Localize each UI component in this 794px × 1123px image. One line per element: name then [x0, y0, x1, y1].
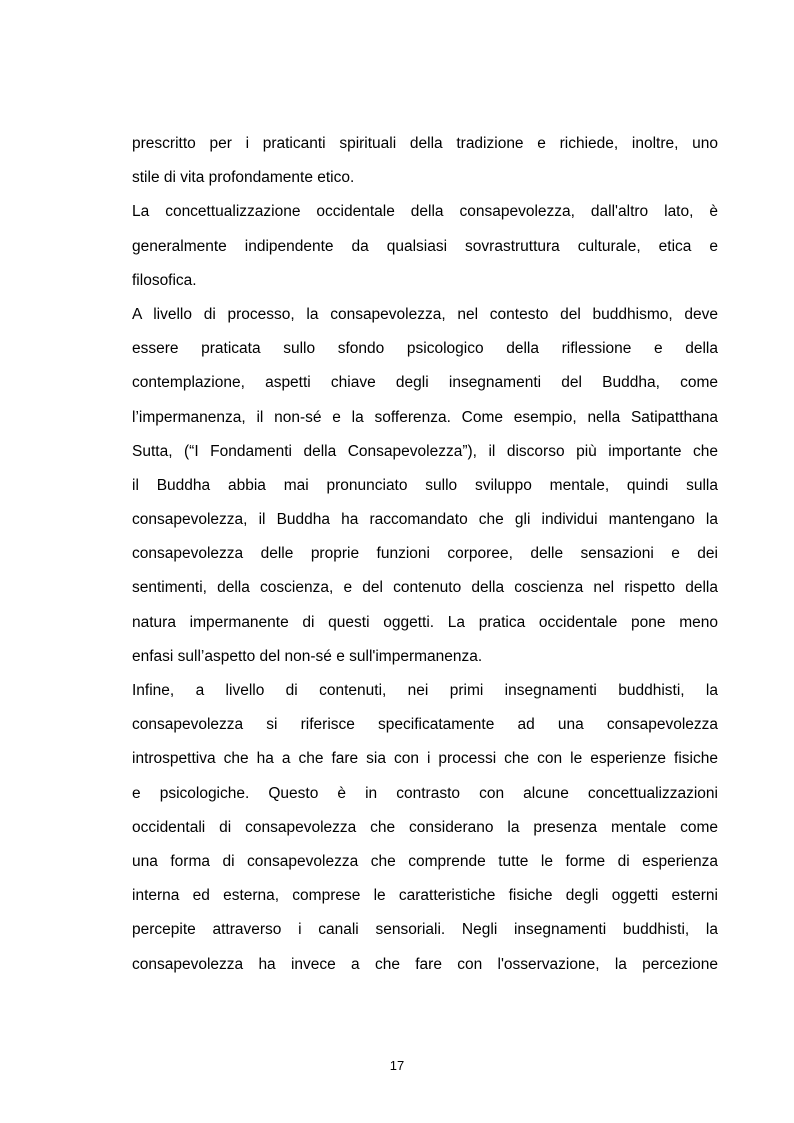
text-line: filosofica.: [132, 271, 197, 289]
text-line: contemplazione, aspetti chiave degli insegnamenti del Buddha, come: [132, 374, 718, 392]
text-line: La concettualizzazione occidentale della consapevolezza, dall'altro lato, è: [132, 203, 718, 221]
text-line: interna ed esterna, comprese le caratteristiche fisiche degli oggetti esterni: [132, 887, 718, 905]
text-line: sentimenti, della coscienza, e del contenuto della coscienza nel rispetto della: [132, 579, 718, 597]
text-line: l’impermanenza, il non-sé e la sofferenza. Come esempio, nella Satipatthana: [132, 408, 718, 426]
text-line: Infine, a livello di contenuti, nei primi insegnamenti buddhisti, la: [132, 682, 718, 699]
text-line: enfasi sull’aspetto del non-sé e sull'impermanenza.: [132, 647, 483, 665]
text-line: una forma di consapevolezza che comprende tutte le forme di esperienza: [132, 852, 718, 870]
text-line: consapevolezza si riferisce specificatamente ad una consapevolezza: [132, 716, 718, 734]
text-line: consapevolezza, il Buddha ha raccomandato che gli individui mantengano la: [132, 511, 718, 529]
text-line: consapevolezza delle proprie funzioni corporee, delle sensazioni e dei: [132, 545, 718, 563]
text-line: natura impermanente di questi oggetti. La pratica occidentale pone meno: [132, 613, 718, 631]
text-line: e psicologiche. Questo è in contrasto con alcune concettualizzazioni: [132, 784, 718, 802]
text-line: Sutta, (“I Fondamenti della Consapevolezza”), il discorso più importante che: [132, 442, 718, 460]
body-text: [132, 127, 718, 982]
text-line: prescritto per i praticanti spirituali della tradizione e richiede, inoltre, uno: [132, 135, 718, 152]
text-line: il Buddha abbia mai pronunciato sullo sviluppo mentale, quindi sulla: [132, 476, 718, 494]
text-line: stile di vita profondamente etico.: [132, 169, 355, 187]
text-line: introspettiva che ha a che fare sia con i processi che con le esperienze fisiche: [132, 750, 718, 768]
text-line: essere praticata sullo sfondo psicologico della riflessione e della: [132, 340, 718, 358]
text-line: percepite attraverso i canali sensoriali. Negli insegnamenti buddhisti, la: [132, 921, 718, 939]
page-number: 17: [389, 1058, 405, 1073]
text-line: consapevolezza ha invece a che fare con l'osservazione, la percezione: [132, 955, 718, 973]
text-line: A livello di processo, la consapevolezza, nel contesto del buddhismo, deve: [132, 305, 718, 323]
text-line: occidentali di consapevolezza che considerano la presenza mentale come: [132, 818, 718, 836]
text-line: generalmente indipendente da qualsiasi sovrastruttura culturale, etica e: [132, 237, 718, 255]
